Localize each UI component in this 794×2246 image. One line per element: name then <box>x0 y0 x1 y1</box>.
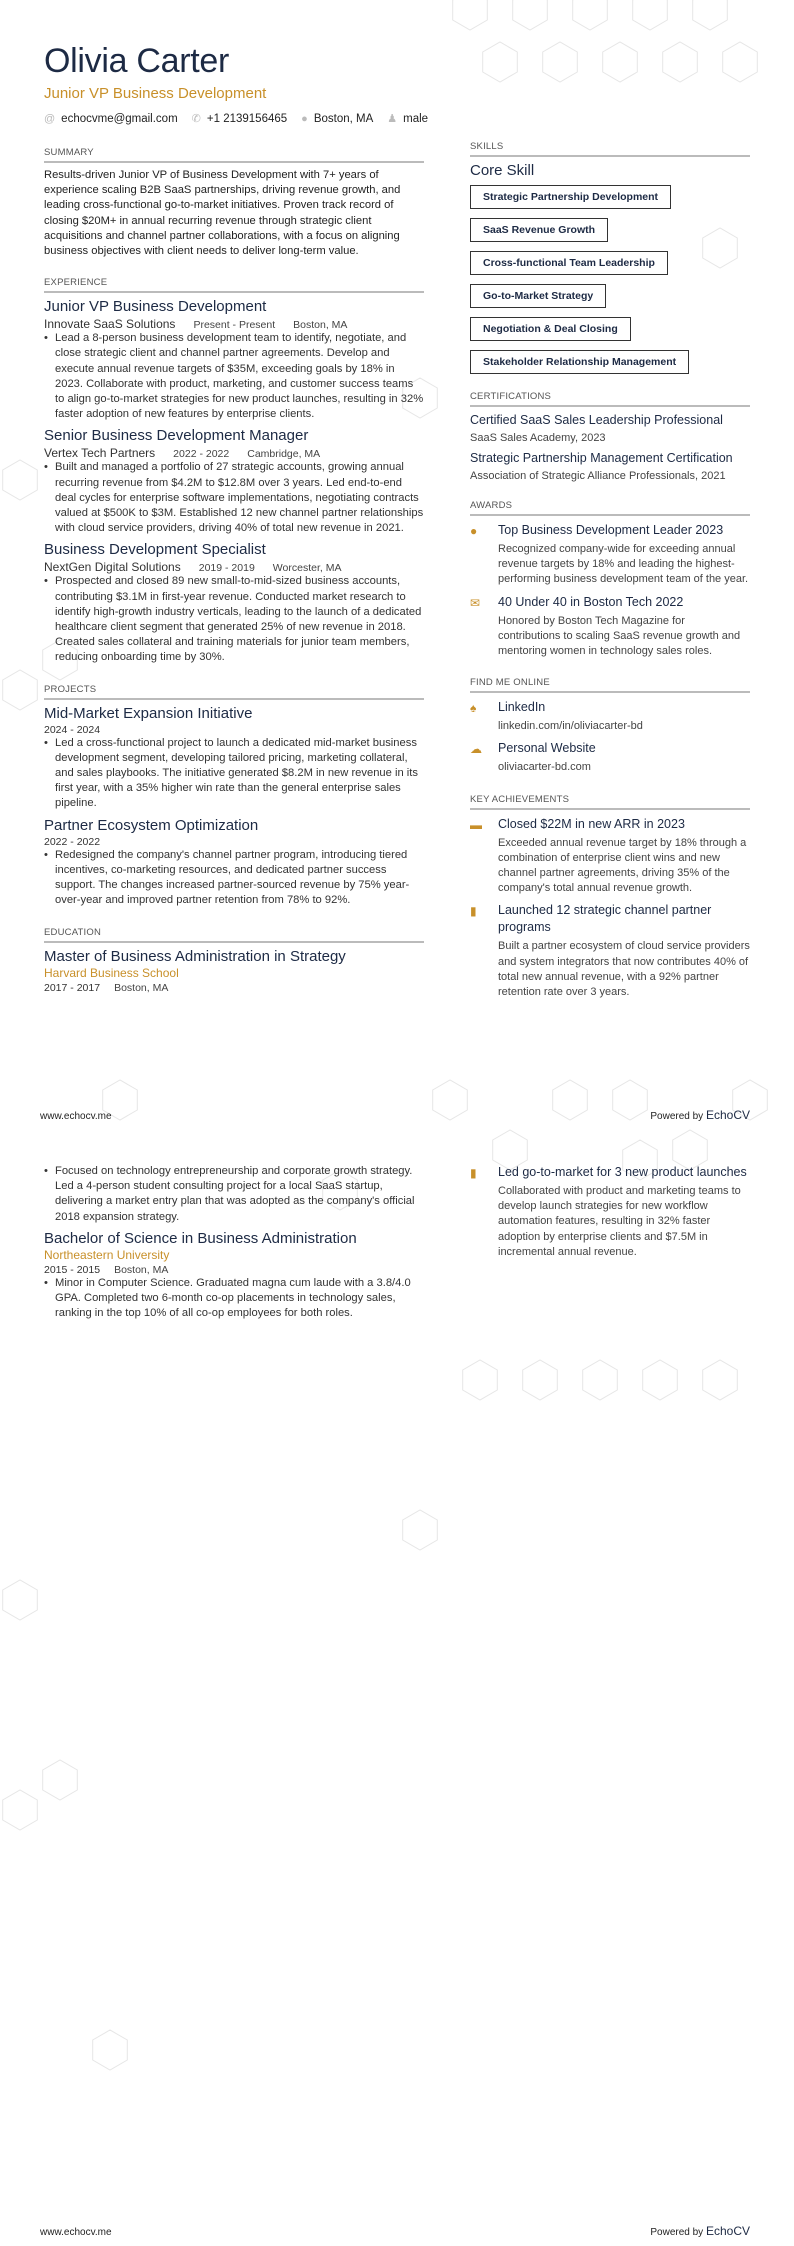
contact-gender <box>387 112 428 125</box>
job-location: Cambridge, MA <box>247 448 321 461</box>
job-bullets <box>44 460 424 536</box>
section-projects-heading: PROJECTS <box>44 684 424 700</box>
skill-tag: Go-to-Market Strategy <box>470 284 606 308</box>
awards-title: 40 Under 40 in Boston Tech 2022 <box>498 594 684 609</box>
achievement-item <box>470 902 750 1000</box>
awards-title: Top Business Development Leader 2023 <box>498 523 724 537</box>
degree: Master of Business Administration in Strategy <box>44 947 346 965</box>
contact-email[interactable] <box>44 113 178 125</box>
cloud-icon: ☁ <box>470 742 482 757</box>
skill-tag: Stakeholder Relationship Management <box>470 350 689 374</box>
achievement-item <box>470 816 750 897</box>
achievement-item <box>470 1164 750 1260</box>
online-title: LinkedIn <box>498 700 546 715</box>
school: Harvard Business School <box>44 965 179 980</box>
section-experience-heading: EXPERIENCE <box>44 277 424 293</box>
resume-page-2 <box>0 1130 794 2246</box>
candidate-name: Olivia Carter <box>44 42 230 80</box>
achievement-title: Launched 12 strategic channel partner programs <box>498 903 712 935</box>
job-title: Business Development Specialist <box>44 541 266 559</box>
project-entry <box>44 817 424 909</box>
section-certifications-heading: CERTIFICATIONS <box>470 391 750 407</box>
powered-by-text: Powered by <box>650 2227 704 2238</box>
awards-item <box>470 522 750 588</box>
degree: Bachelor of Science in Business Administration <box>44 1229 357 1247</box>
section-skills-heading: SKILLS <box>470 141 750 157</box>
certification-entry <box>470 450 750 482</box>
email-text: echocvme@gmail.com <box>61 112 178 125</box>
achievement-title: Closed $22M in new ARR in 2023 <box>498 816 685 831</box>
gender-text: male <box>403 113 429 125</box>
section-online-heading: FIND ME ONLINE <box>470 677 750 693</box>
job-bullets <box>44 574 424 665</box>
online-url[interactable]: oliviacarter-bd.com <box>498 761 591 774</box>
person-icon: ♟ <box>387 113 398 125</box>
achievement-title: Led go-to-market for 3 new product launches <box>498 1165 747 1179</box>
job-dates: 2022 - 2022 <box>173 448 230 461</box>
skill-tag: Cross-functional Team Leadership <box>470 251 668 275</box>
footer-powered[interactable] <box>650 1108 750 1122</box>
skills-list <box>470 185 750 383</box>
school: Northeastern University <box>44 1247 170 1262</box>
job-meta <box>44 446 424 460</box>
envelope-icon: ✉ <box>470 595 481 610</box>
awards-desc: Honored by Boston Tech Magazine for contributions to scaling SaaS revenue growth and mentoring women in technology sales roles. <box>498 614 741 658</box>
skill-tag: Negotiation & Deal Closing <box>470 317 631 341</box>
footer-powered[interactable] <box>650 2224 750 2238</box>
company-name: NextGen Digital Solutions <box>44 560 181 575</box>
job-meta <box>44 317 424 331</box>
comment-icon: ▬ <box>470 817 482 832</box>
certification-source: SaaS Sales Academy, 2023 <box>470 432 606 444</box>
skill-row <box>470 317 750 350</box>
summary-text: Results-driven Junior VP of Business Development with 7+ years of experience scaling B2B SaaS partnerships, driving revenue growth, and leading cross-functional go-to-market initiatives. Proven track record of closing $20M+ in annual recurring revenue through strategic client acquisitions and channel partner collaborations, with a focus on aligning business objectives with client needs to deliver long-term value. <box>44 169 401 258</box>
online-body <box>498 740 596 775</box>
edu-location: Boston, MA <box>114 981 169 994</box>
achievement-desc: Built a partner ecosystem of cloud service providers and system integrators that now contributes 40% of total new annual revenue, with a 92% partner retention rate over 3 years. <box>498 940 750 999</box>
candidate-title: Junior VP Business Development <box>44 85 267 102</box>
education-bullet: • Minor in Computer Science. Graduated magna cum laude with a 3.8/4.0 GPA. Completed two 6-month co-op placements in technology sales, ranking in the top 10% of all co-op employees for both roles. <box>44 1276 424 1322</box>
job-bullet: • Built and managed a portfolio of 27 strategic accounts, growing annual recurring revenue from $4.2M to $12.8M over 3 years. Led end-to-end deal cycles for enterprise software implementations, negotiating contracts valued at $500K to $3M. Established 12 new channel partner relationships with cloud service providers, driving 40% of total new revenue in 2021. <box>44 460 424 536</box>
online-title: Personal Website <box>498 741 596 756</box>
certifications-list <box>470 412 750 482</box>
section-achievements-heading: KEY ACHIEVEMENTS <box>470 794 750 810</box>
education-entry <box>44 948 424 994</box>
awards-body <box>498 522 750 588</box>
phone-icon: ✆ <box>191 113 201 125</box>
phone-text: +1 2139156465 <box>206 113 288 125</box>
brand-name: EchoCV <box>705 2224 750 2238</box>
skill-tag: Strategic Partnership Development <box>470 185 671 209</box>
job-location: Boston, MA <box>293 319 348 332</box>
chat-dots-icon: ● <box>470 524 478 538</box>
achievement-body <box>498 902 750 1000</box>
job-title: Junior VP Business Development <box>44 298 267 316</box>
edu-location: Boston, MA <box>114 1263 169 1276</box>
skill-tag: SaaS Revenue Growth <box>470 218 608 242</box>
awards-body <box>498 594 750 660</box>
contact-bar <box>44 112 464 125</box>
skill-row <box>470 185 750 218</box>
project-bullet: • Redesigned the company's channel partner program, introducing tiered incentives, co-marketing resources, and dedicated partner success support. The changes increased partner-sourced revenue by 75% year-over-year and improved partner retention from 78% to 92%. <box>44 848 424 909</box>
footer-site-link[interactable]: www.echocv.me <box>40 1111 112 1122</box>
contact-phone[interactable] <box>192 112 287 125</box>
job-dates: Present - Present <box>193 319 276 332</box>
document-icon: ▮ <box>470 904 477 919</box>
project-bullets <box>44 848 424 909</box>
job-dates: 2019 - 2019 <box>198 562 255 575</box>
projects-list <box>44 705 424 909</box>
online-item <box>470 740 750 775</box>
skill-row <box>470 218 750 251</box>
project-entry <box>44 705 424 812</box>
document-icon: ▮ <box>470 1166 477 1180</box>
skill-row <box>470 284 750 317</box>
certification-title: Strategic Partnership Management Certification <box>470 451 733 465</box>
education-entry <box>44 1230 424 1322</box>
location-text: Boston, MA <box>313 112 374 125</box>
project-title: Mid-Market Expansion Initiative <box>44 704 253 722</box>
project-dates: 2024 - 2024 <box>44 723 101 736</box>
project-title: Partner Ecosystem Optimization <box>44 816 259 834</box>
awards-list <box>470 522 750 659</box>
footer-site-link[interactable]: www.echocv.me <box>40 2227 112 2238</box>
achievement-body <box>498 816 750 897</box>
project-bullet: • Led a cross-functional project to launch a dedicated mid-market business development segment, developing tailored pricing, marketing collateral, and sales playbooks. The initiative generated $8.2M in new revenue in its first year, with a 35% higher win rate than the general enterprise sales pipeline. <box>44 736 424 812</box>
education-bullet: • Focused on technology entrepreneurship and corporate growth strategy. Led a 4-person student consulting project for a local SaaS startup, delivering a market entry plan that was adopted as the company's official 2018 expansion strategy. <box>44 1164 424 1225</box>
awards-item <box>470 594 750 660</box>
section-summary-heading: SUMMARY <box>44 147 424 163</box>
brand-name: EchoCV <box>705 1108 750 1122</box>
skill-row <box>470 251 750 284</box>
awards-desc: Recognized company-wide for exceeding annual revenue targets by 18% and leading the highest-performing business development team of the year. <box>498 543 749 586</box>
online-list <box>470 699 750 775</box>
job-meta <box>44 560 424 574</box>
edu-dates: 2015 - 2015 <box>44 1263 101 1276</box>
experience-list <box>44 298 424 665</box>
online-body <box>498 699 643 734</box>
experience-entry <box>44 541 424 665</box>
section-awards-heading: AWARDS <box>470 500 750 516</box>
online-item <box>470 699 750 734</box>
certification-entry <box>470 412 750 444</box>
project-dates: 2022 - 2022 <box>44 835 101 848</box>
experience-entry <box>44 298 424 422</box>
location-icon: ● <box>301 112 308 125</box>
job-location: Worcester, MA <box>272 562 342 575</box>
powered-by-text: Powered by <box>650 1111 704 1122</box>
certification-source: Association of Strategic Alliance Professionals, 2021 <box>470 470 726 482</box>
job-bullet: • Lead a 8-person business development team to identify, negotiate, and close strategic client and channel partner agreements. Develop and execute annual revenue targets of $35M, exceeding goals by 18% in 2023. Collaborate with product, marketing, and customer success teams to align go-to-market strategies for new product launches, resulting in 32% faster adoption of new features by enterprise clients. <box>44 331 424 422</box>
skill-group-heading: Core Skill <box>470 162 535 179</box>
skill-row <box>470 350 750 383</box>
achievement-desc: Exceeded annual revenue target by 18% through a combination of enterprise client wins and new channel partner agreements, driving 35% of the company's total annual revenue growth. <box>498 836 747 895</box>
job-bullets <box>44 331 424 422</box>
contact-location <box>301 113 373 125</box>
company-name: Vertex Tech Partners <box>44 446 156 461</box>
job-title: Senior Business Development Manager <box>44 427 309 445</box>
at-icon: @ <box>44 112 56 125</box>
achievements-list <box>470 816 750 1001</box>
achievement-desc: Collaborated with product and marketing teams to develop launch strategies for new workflow automation features, resulting in 32% faster adoption by enterprise clients and $7.5M in incremental annual revenue. <box>498 1185 741 1258</box>
company-name: Innovate SaaS Solutions <box>44 317 176 332</box>
bell-icon: ♠ <box>470 701 477 716</box>
project-bullets <box>44 736 424 812</box>
section-education-heading: EDUCATION <box>44 927 424 943</box>
online-url[interactable]: linkedin.com/in/oliviacarter-bd <box>498 720 643 733</box>
job-bullet: • Prospected and closed 89 new small-to-mid-sized business accounts, contributing $3.1M in first-year revenue. Conducted market research to identify high-growth industry verticals, leading to the launch of a dedicated healthcare client segment that generated 25% of new revenue in 2018. Created sales collateral and training materials for junior team members, reducing onboarding time by 30%. <box>44 574 424 665</box>
edu-dates: 2017 - 2017 <box>44 981 101 994</box>
certification-title: Certified SaaS Sales Leadership Professional <box>470 413 723 427</box>
experience-entry <box>44 427 424 536</box>
